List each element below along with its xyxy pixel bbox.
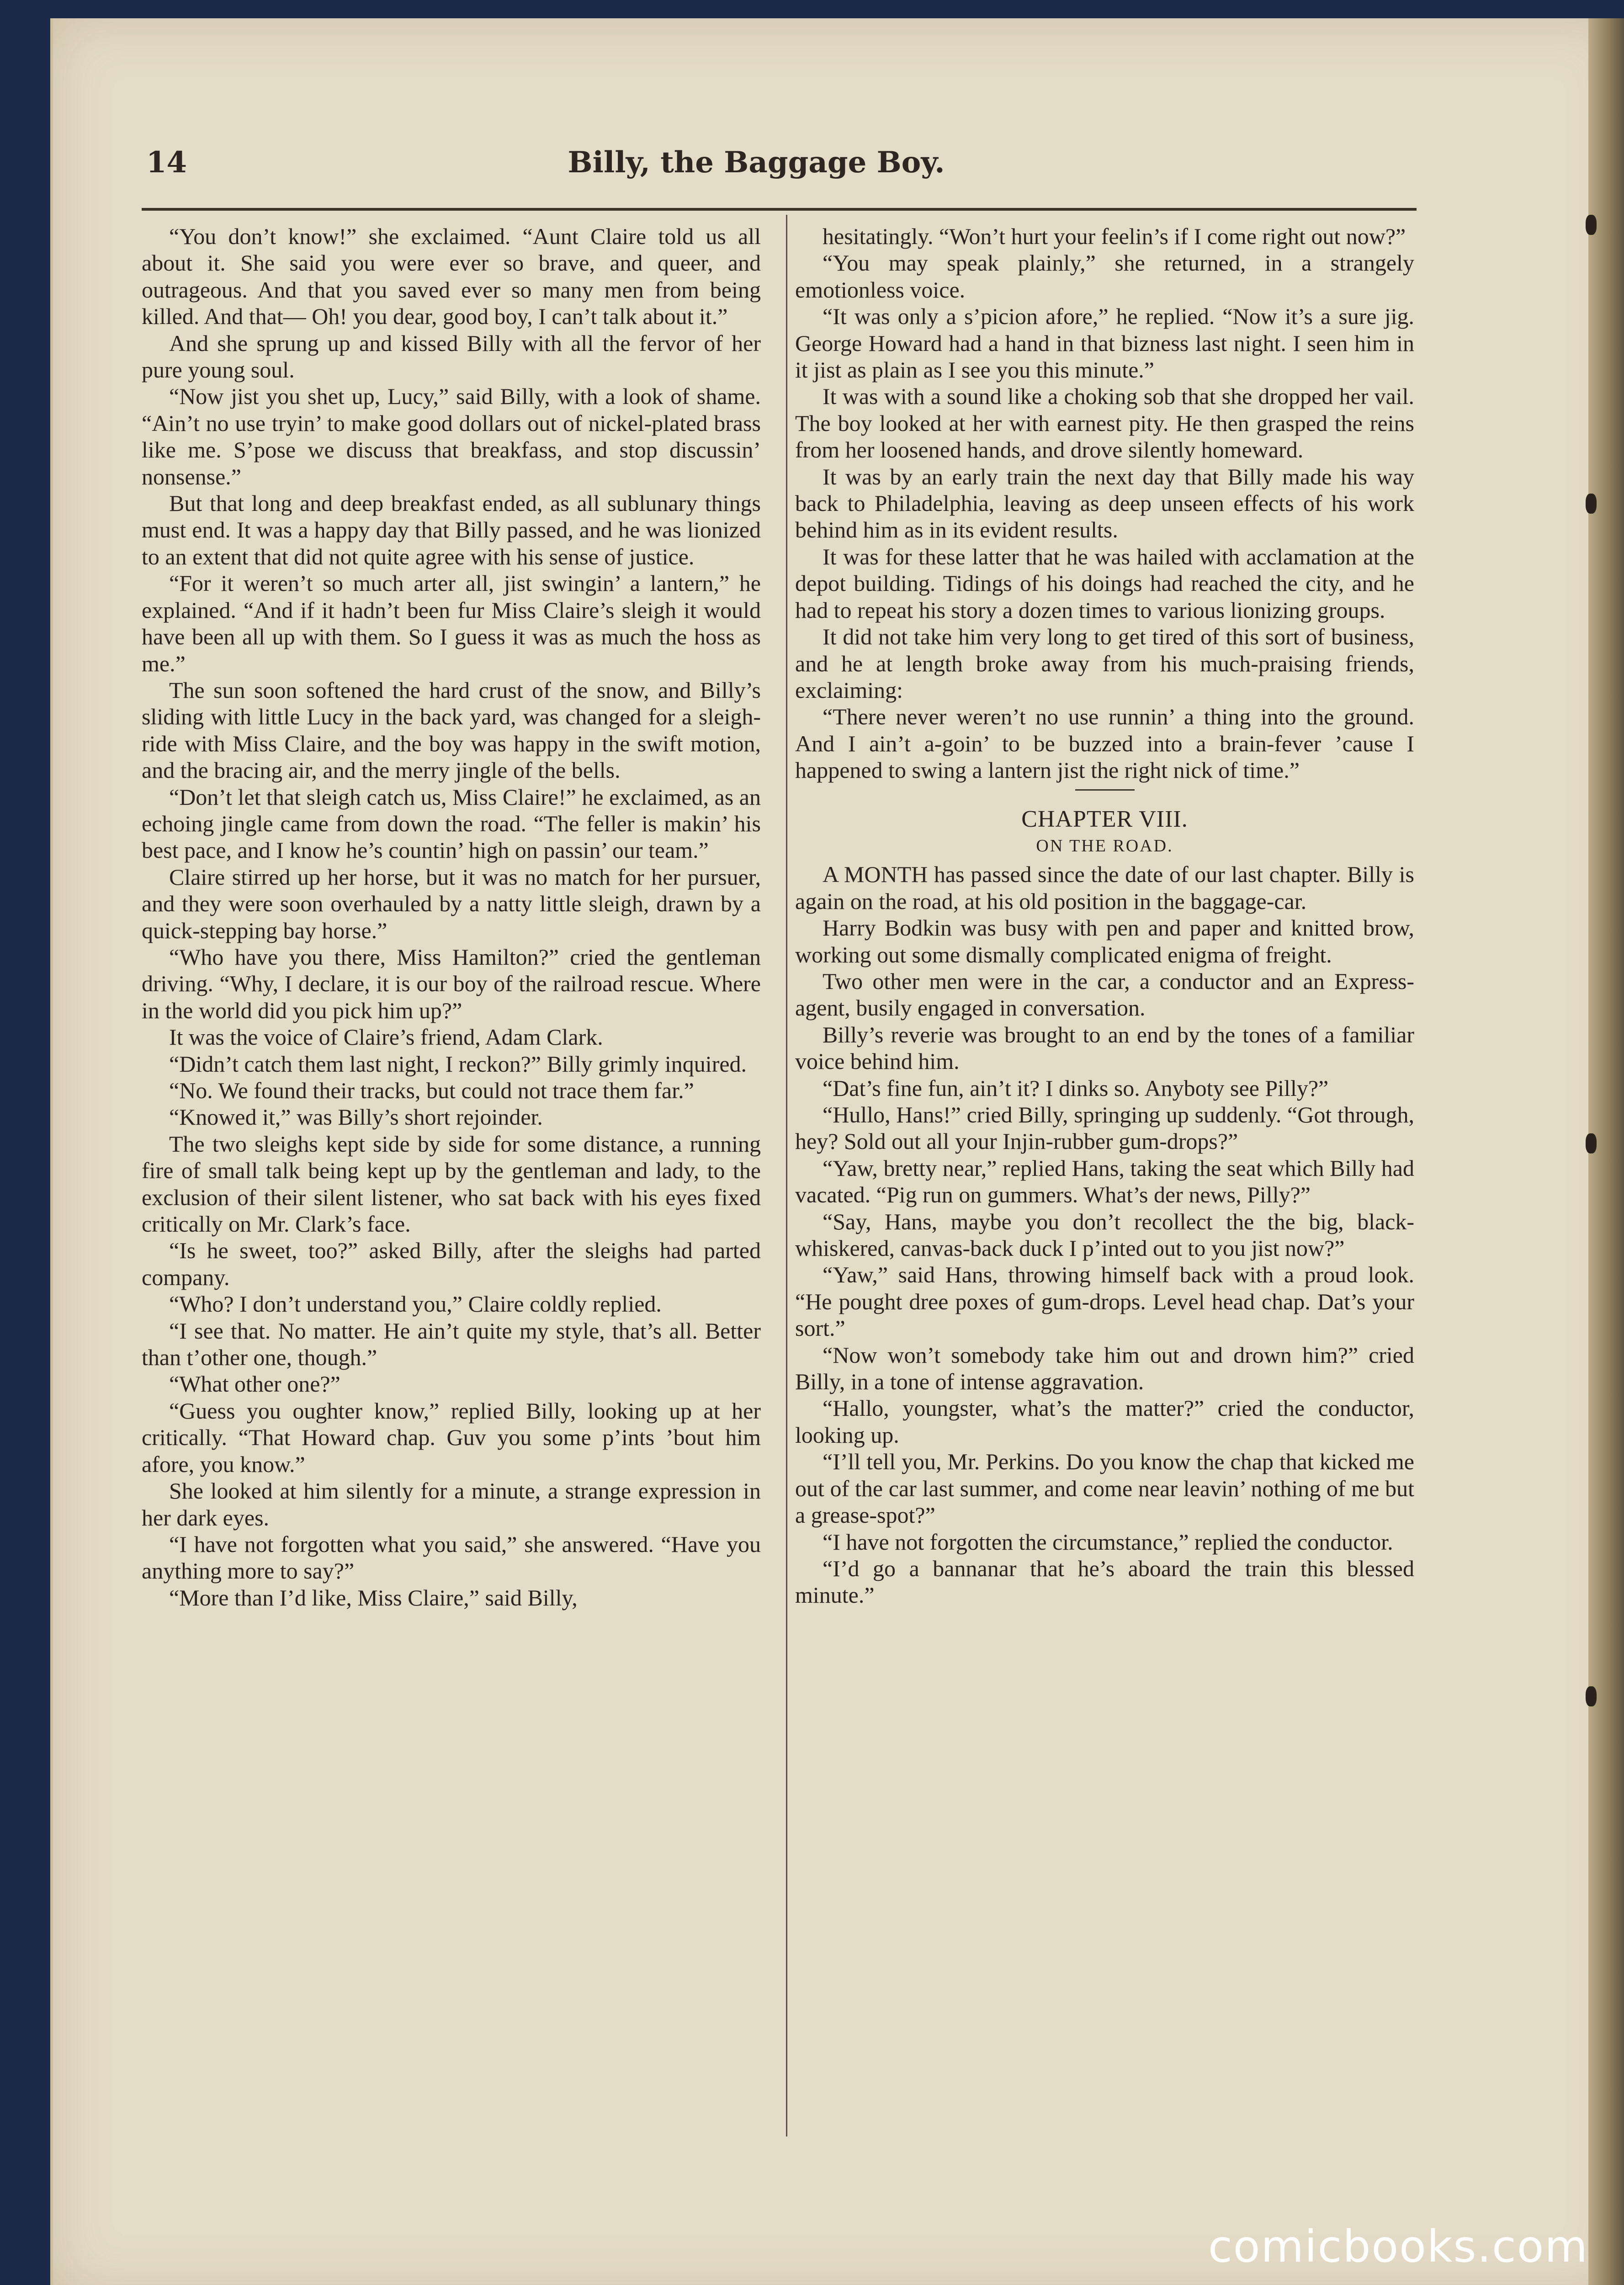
paragraph: “Don’t let that sleigh catch us, Miss Claire!” he exclaimed, as an echoing jingle came from down the road. “The feller is makin’ his best pace, and I know he’s countin’ high on passin’ our team.”	[142, 784, 761, 863]
paragraph: “I have not forgotten the circumstance,” replied the conductor.	[823, 1529, 1393, 1555]
binding-hole	[1586, 1686, 1597, 1706]
paragraph: Harry Bodkin was busy with pen and paper and knitted brow, working out some dismally complicated enigma of freight.	[795, 915, 1414, 967]
paragraph: “Who? I don’t understand you,” Claire coldly replied.	[169, 1291, 662, 1317]
paragraph: “Is he sweet, too?” asked Billy, after the sleighs had parted company.	[142, 1238, 761, 1290]
paragraph: It was by an early train the next day that Billy made his way back to Philadelphia, leaving as deep unseen effects of his work behind him as in its evident results.	[795, 463, 1414, 543]
paragraph: “Yaw, bretty near,” replied Hans, taking the seat which Billy had vacated. “Pig run on gummers. What’s der news, Pilly?”	[795, 1155, 1414, 1208]
paragraph: It was the voice of Claire’s friend, Adam Clark.	[169, 1024, 603, 1050]
paragraph: Billy’s reverie was brought to an end by the tones of a familiar voice behind him.	[795, 1021, 1414, 1074]
paragraph: hesitatingly. “Won’t hurt your feelin’s if I come right out now?”	[823, 223, 1406, 249]
binding-hole	[1586, 215, 1597, 235]
paragraph: It did not take him very long to get tired of this sort of business, and he at length broke away from his much-praising friends, exclaiming:	[795, 624, 1414, 703]
binding-hole	[1586, 1133, 1597, 1153]
paragraph: “There never weren’t no use runnin’ a thing into the ground. And I ain’t a-goin’ to be buzzed into a brain-fever ’cause I happened to swing a lantern jist the right nick of time.”	[795, 704, 1414, 783]
paragraph: “Guess you oughter know,” replied Billy, looking up at her critically. “That Howard chap. Guv you some p’ints ’bout him afore, you know.”	[142, 1398, 761, 1477]
paragraph: “Now jist you shet up, Lucy,” said Billy, with a look of shame. “Ain’t no use tryin’ to make good dollars out of nickel-plated brass like me. S’pose we discuss that breakfass, and stop discussin’ nonsense.”	[142, 383, 761, 489]
paragraph: Claire stirred up her horse, but it was no match for her pursuer, and they were soon overhauled by a natty little sleigh, drawn by a quick-stepping bay horse.”	[142, 864, 761, 943]
paragraph: “I’d go a bannanar that he’s aboard the train this blessed minute.”	[795, 1555, 1414, 1608]
paragraph: “Now won’t somebody take him out and drown him?” cried Billy, in a tone of intense aggravation.	[795, 1342, 1414, 1395]
right-column	[795, 223, 1414, 1609]
right-column-bottom	[795, 861, 1414, 1608]
column-divider	[786, 215, 787, 2136]
paragraph: “Who have you there, Miss Hamilton?” cried the gentleman driving. “Why, I declare, it is our boy of the railroad rescue. Where in the world did you pick him up?”	[142, 944, 761, 1023]
paragraph: “You don’t know!” she exclaimed. “Aunt Claire told us all about it. She said you were ever so brave, and queer, and outrageous. And that you saved ever so many men from being killed. And that— Oh! you dear, good boy, I can’t talk about it.”	[142, 223, 761, 329]
paragraph: A MONTH has passed since the date of our last chapter. Billy is again on the road, at his old position in the baggage-car.	[795, 861, 1414, 914]
watermark: comicbooks.com	[1208, 2221, 1588, 2272]
paragraph: “It was only a s’picion afore,” he replied. “Now it’s a sure jig. George Howard had a hand in that bizness last night. I seen him in it jist as plain as I see you this minute.”	[795, 303, 1414, 383]
running-title: Billy, the Baggage Boy.	[568, 145, 945, 180]
paragraph: “I have not forgotten what you said,” she answered. “Have you anything more to say?”	[142, 1531, 761, 1584]
binding-hole	[1586, 494, 1597, 514]
paragraph: Two other men were in the car, a conductor and an Express-agent, busily engaged in conversation.	[795, 968, 1414, 1021]
paragraph: “I’ll tell you, Mr. Perkins. Do you know the chap that kicked me out of the car last summer, and come near leavin’ nothing of me but a grease-spot?”	[795, 1449, 1414, 1528]
paragraph: “Knowed it,” was Billy’s short rejoinder.	[169, 1104, 543, 1130]
paragraph: She looked at him silently for a minute, a strange expression in her dark eyes.	[142, 1478, 761, 1530]
paragraph: The sun soon softened the hard crust of the snow, and Billy’s sliding with little Lucy in the back yard, was changed for a sleigh-ride with Miss Claire, and the boy was happy in the swift motion, and the bracing air, and the merry jingle of the bells.	[142, 677, 761, 783]
paragraph: “Hallo, youngster, what’s the matter?” cried the conductor, looking up.	[795, 1395, 1414, 1448]
paragraph: “What other one?”	[169, 1371, 340, 1397]
paragraph: “Yaw,” said Hans, throwing himself back with a proud look. “He pought dree poxes of gum-drops. Level head chap. Dat’s your sort.”	[795, 1262, 1414, 1341]
section-rule	[1075, 789, 1135, 791]
paragraph: It was for these latter that he was hailed with acclamation at the depot building. Tidings of his doings had reached the city, and he had to repeat his story a dozen times to various lionizing groups.	[795, 543, 1414, 623]
left-column	[142, 223, 761, 1611]
paragraph: “No. We found their tracks, but could not trace them far.”	[169, 1078, 694, 1103]
paragraph: The two sleighs kept side by side for some distance, a running fire of small talk being kept up by the gentleman and lady, to the exclusion of their silent listener, who sat back with his eyes fixed critically on Mr. Clark’s face.	[142, 1131, 761, 1237]
chapter-subheading: ON THE ROAD.	[1036, 836, 1173, 856]
paragraph: “I see that. No matter. He ain’t quite my style, that’s all. Better than t’other one, though.”	[142, 1318, 761, 1371]
paragraph: It was with a sound like a choking sob that she dropped her vail. The boy looked at her with earnest pity. He then grasped the reins from her loosened hands, and drove silently homeward.	[795, 383, 1414, 463]
paragraph: But that long and deep breakfast ended, as all sublunary things must end. It was a happy day that Billy passed, and he was lionized to an extent that did not quite agree with his sense of justice.	[142, 490, 761, 569]
paragraph: “For it weren’t so much arter all, jist swingin’ a lantern,” he explained. “And if it hadn’t been fur Miss Claire’s sleigh it would have been all up with them. So I guess it was as much the hoss as me.”	[142, 570, 761, 676]
right-column-top	[795, 223, 1414, 784]
paragraph: And she sprung up and kissed Billy with all the fervor of her pure young soul.	[142, 330, 761, 383]
paragraph: “More than I’d like, Miss Claire,” said Billy,	[169, 1584, 578, 1610]
paragraph: “Say, Hans, maybe you don’t recollect the the big, black-whiskered, canvas-back duck I p’inted out to you jist now?”	[795, 1208, 1414, 1261]
paragraph: “You may speak plainly,” she returned, in a strangely emotionless voice.	[795, 250, 1414, 303]
paragraph: “Didn’t catch them last night, I reckon?” Billy grimly inquired.	[169, 1051, 747, 1077]
page-header	[96, 145, 1417, 196]
page-number: 14	[146, 145, 187, 180]
header-rule	[142, 208, 1417, 211]
chapter-heading: CHAPTER VIII.	[1021, 806, 1188, 832]
paragraph: “Hullo, Hans!” cried Billy, springing up suddenly. “Got through, hey? Sold out all your Injin-rubber gum-drops?”	[795, 1102, 1414, 1154]
paragraph: “Dat’s fine fun, ain’t it? I dinks so. Anyboty see Pilly?”	[823, 1075, 1329, 1101]
